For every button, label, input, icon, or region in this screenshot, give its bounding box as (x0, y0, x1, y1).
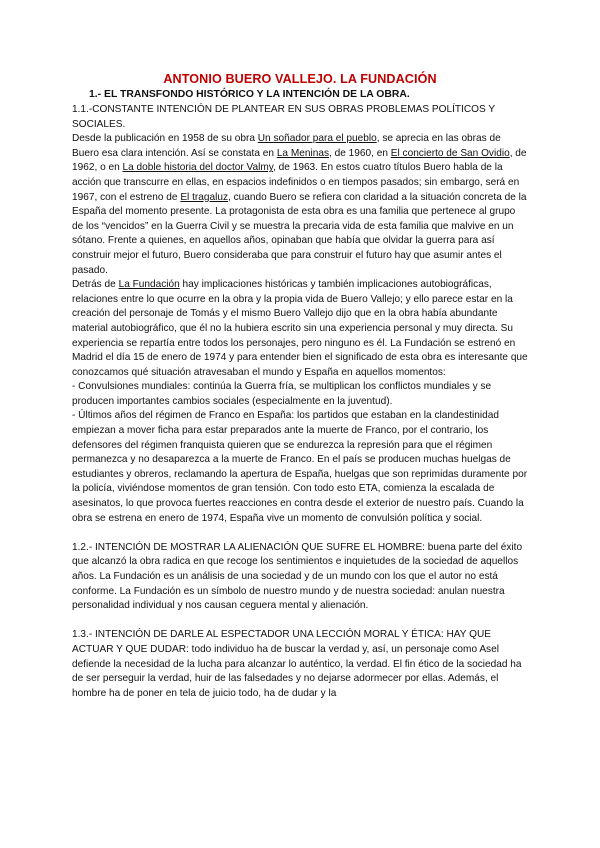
subsection-1-2: 1.2.- INTENCIÓN DE MOSTRAR LA ALIENACIÓN QUE SUFRE EL HOMBRE: buena parte del éxito que alcanzó la obra radica en que recoge los sentimientos e inquietudes de la sociedad de aquellos años. La Fundación es un análisis de una sociedad y de un mundo con los que el autor no está conforme. La Fundación es un símbolo de nuestro mundo y de nuestra sociedad: anulan nuestra personalidad individual y nos causan ceguera mental y alienación. (72, 541, 523, 612)
paragraph-1 (72, 132, 528, 278)
text-run: Detrás de (72, 279, 119, 291)
spacer (72, 526, 528, 541)
subsection-1-3: 1.3.- INTENCIÓN DE DARLE AL ESPECTADOR UNA LECCIÓN MORAL Y ÉTICA: HAY QUE ACTUAR Y QUE DUDAR: todo individuo ha de buscar la verdad y, así, un personaje como Asel defiende la necesidad de la lucha para alcanzar lo auténtico, la verdad. El fin ético de la sociedad ha de ser perseguir la verdad, huir de las falsedades y no dejarse adormecer por ellas. Además, el hombre ha de poner en tela de juicio todo, ha de dudar y la (72, 629, 522, 699)
spacer (72, 614, 528, 629)
text-run: Desde la publicación en 1958 de su obra (72, 133, 258, 145)
work-title-las-meninas: La Meninas (276, 147, 329, 159)
document-body (72, 103, 528, 701)
work-title-la-fundacion: La Fundación (118, 279, 180, 291)
text-run: hay implicaciones históricas y también implicaciones autobiográficas, relaciones entre lo que ocurre en la obra y la propia vida de Buero Vallejo; y ello parece estar en la creación del personaje de Tomás y el mismo Buero Vallejo dijo que en la obra había abundante material autobiográfico, que él no la hubiera escrito sin una experiencia personal y muy directa. Su experiencia se repartía entre todos los personajes, pero ninguno es él. La Fundación se estrenó en Madrid el día 15 de enero de 1974 y para entender bien el significado de esta obra es interesante que conozcamos qué situación atravesaban el mundo y España en aquellos momentos: (72, 279, 528, 378)
bullet-franco: - Últimos años del régimen de Franco en España: los partidos que estaban en la clandestinidad empiezan a mover ficha para estar preparados ante la muerte de Franco, por el contrario, los defensores del régimen franquista quieren que se endurezca la represión para que el régimen permanezca y no desaparezca a la muerte de Franco. En el país se producen muchas huelgas de estudiantes y obreros, reclamando la apertura de España, huelgas que son reprimidas duramente por la policía, viviéndose momentos de gran tensión. Con todo esto ETA, comienza la escalada de asesinatos, lo que provoca fuertes reacciones en contra desde el exterior de nuestro país. Cuando la obra se estrena en enero de 1974, España vive un momento de convulsión política y social. (72, 410, 528, 524)
work-title-el-tragaluz: El tragaluz (180, 191, 229, 203)
text-run: , cuando Buero se refiera con claridad a la situación concreta de la España del momento presente. La protagonista de esta obra es una familia que pertenece al grupo de los “vencidos” en la Guerra Civil y se muestra la precaria vida de esta familia que malvive en un sótano. Frente a quienes, en aquellos años, opinaban que había que olvidar la guerra para así construir mejor el futuro, Buero consideraba que para construir el futuro hay que asumir antes el pasado. (72, 191, 527, 276)
text-run: , se aprecia en las obras de Buero esa clara intención. Así se constata en (72, 133, 501, 159)
subsection-1-1-heading: 1.1.-CONSTANTE INTENCIÓN DE PLANTEAR EN SUS OBRAS PROBLEMAS POLÍTICOS Y SOCIALES. (72, 104, 495, 130)
text-run: , de 1960, en (329, 147, 391, 159)
work-title-un-sonador: Un soñador para el pueblo (257, 133, 377, 145)
bullet-convulsiones: - Convulsiones mundiales: continúa la Guerra fría, se multiplican los conflictos mundiales y se producen importantes cambios sociales (especialmente en la juventud). (72, 381, 492, 407)
text-run: , de 1963. En estos cuatro títulos Buero habla de la acción que transcurre en ellas, en espacios indefinidos o en tiempos pasados; sin embargo, será en 1967, con el estreno de (72, 162, 520, 203)
work-title-doctor-valmy: La doble historia del doctor Valmy (122, 162, 274, 174)
section-1-heading: 1.- EL TRANSFONDO HISTÓRICO Y LA INTENCIÓN DE LA OBRA. (89, 89, 410, 100)
paragraph-2 (72, 278, 528, 380)
work-title-concierto: El concierto de San Ovidio (390, 147, 510, 159)
document-title: ANTONIO BUERO VALLEJO. LA FUNDACIÓN (163, 72, 437, 86)
text-run: , de 1962, o en (72, 147, 527, 174)
